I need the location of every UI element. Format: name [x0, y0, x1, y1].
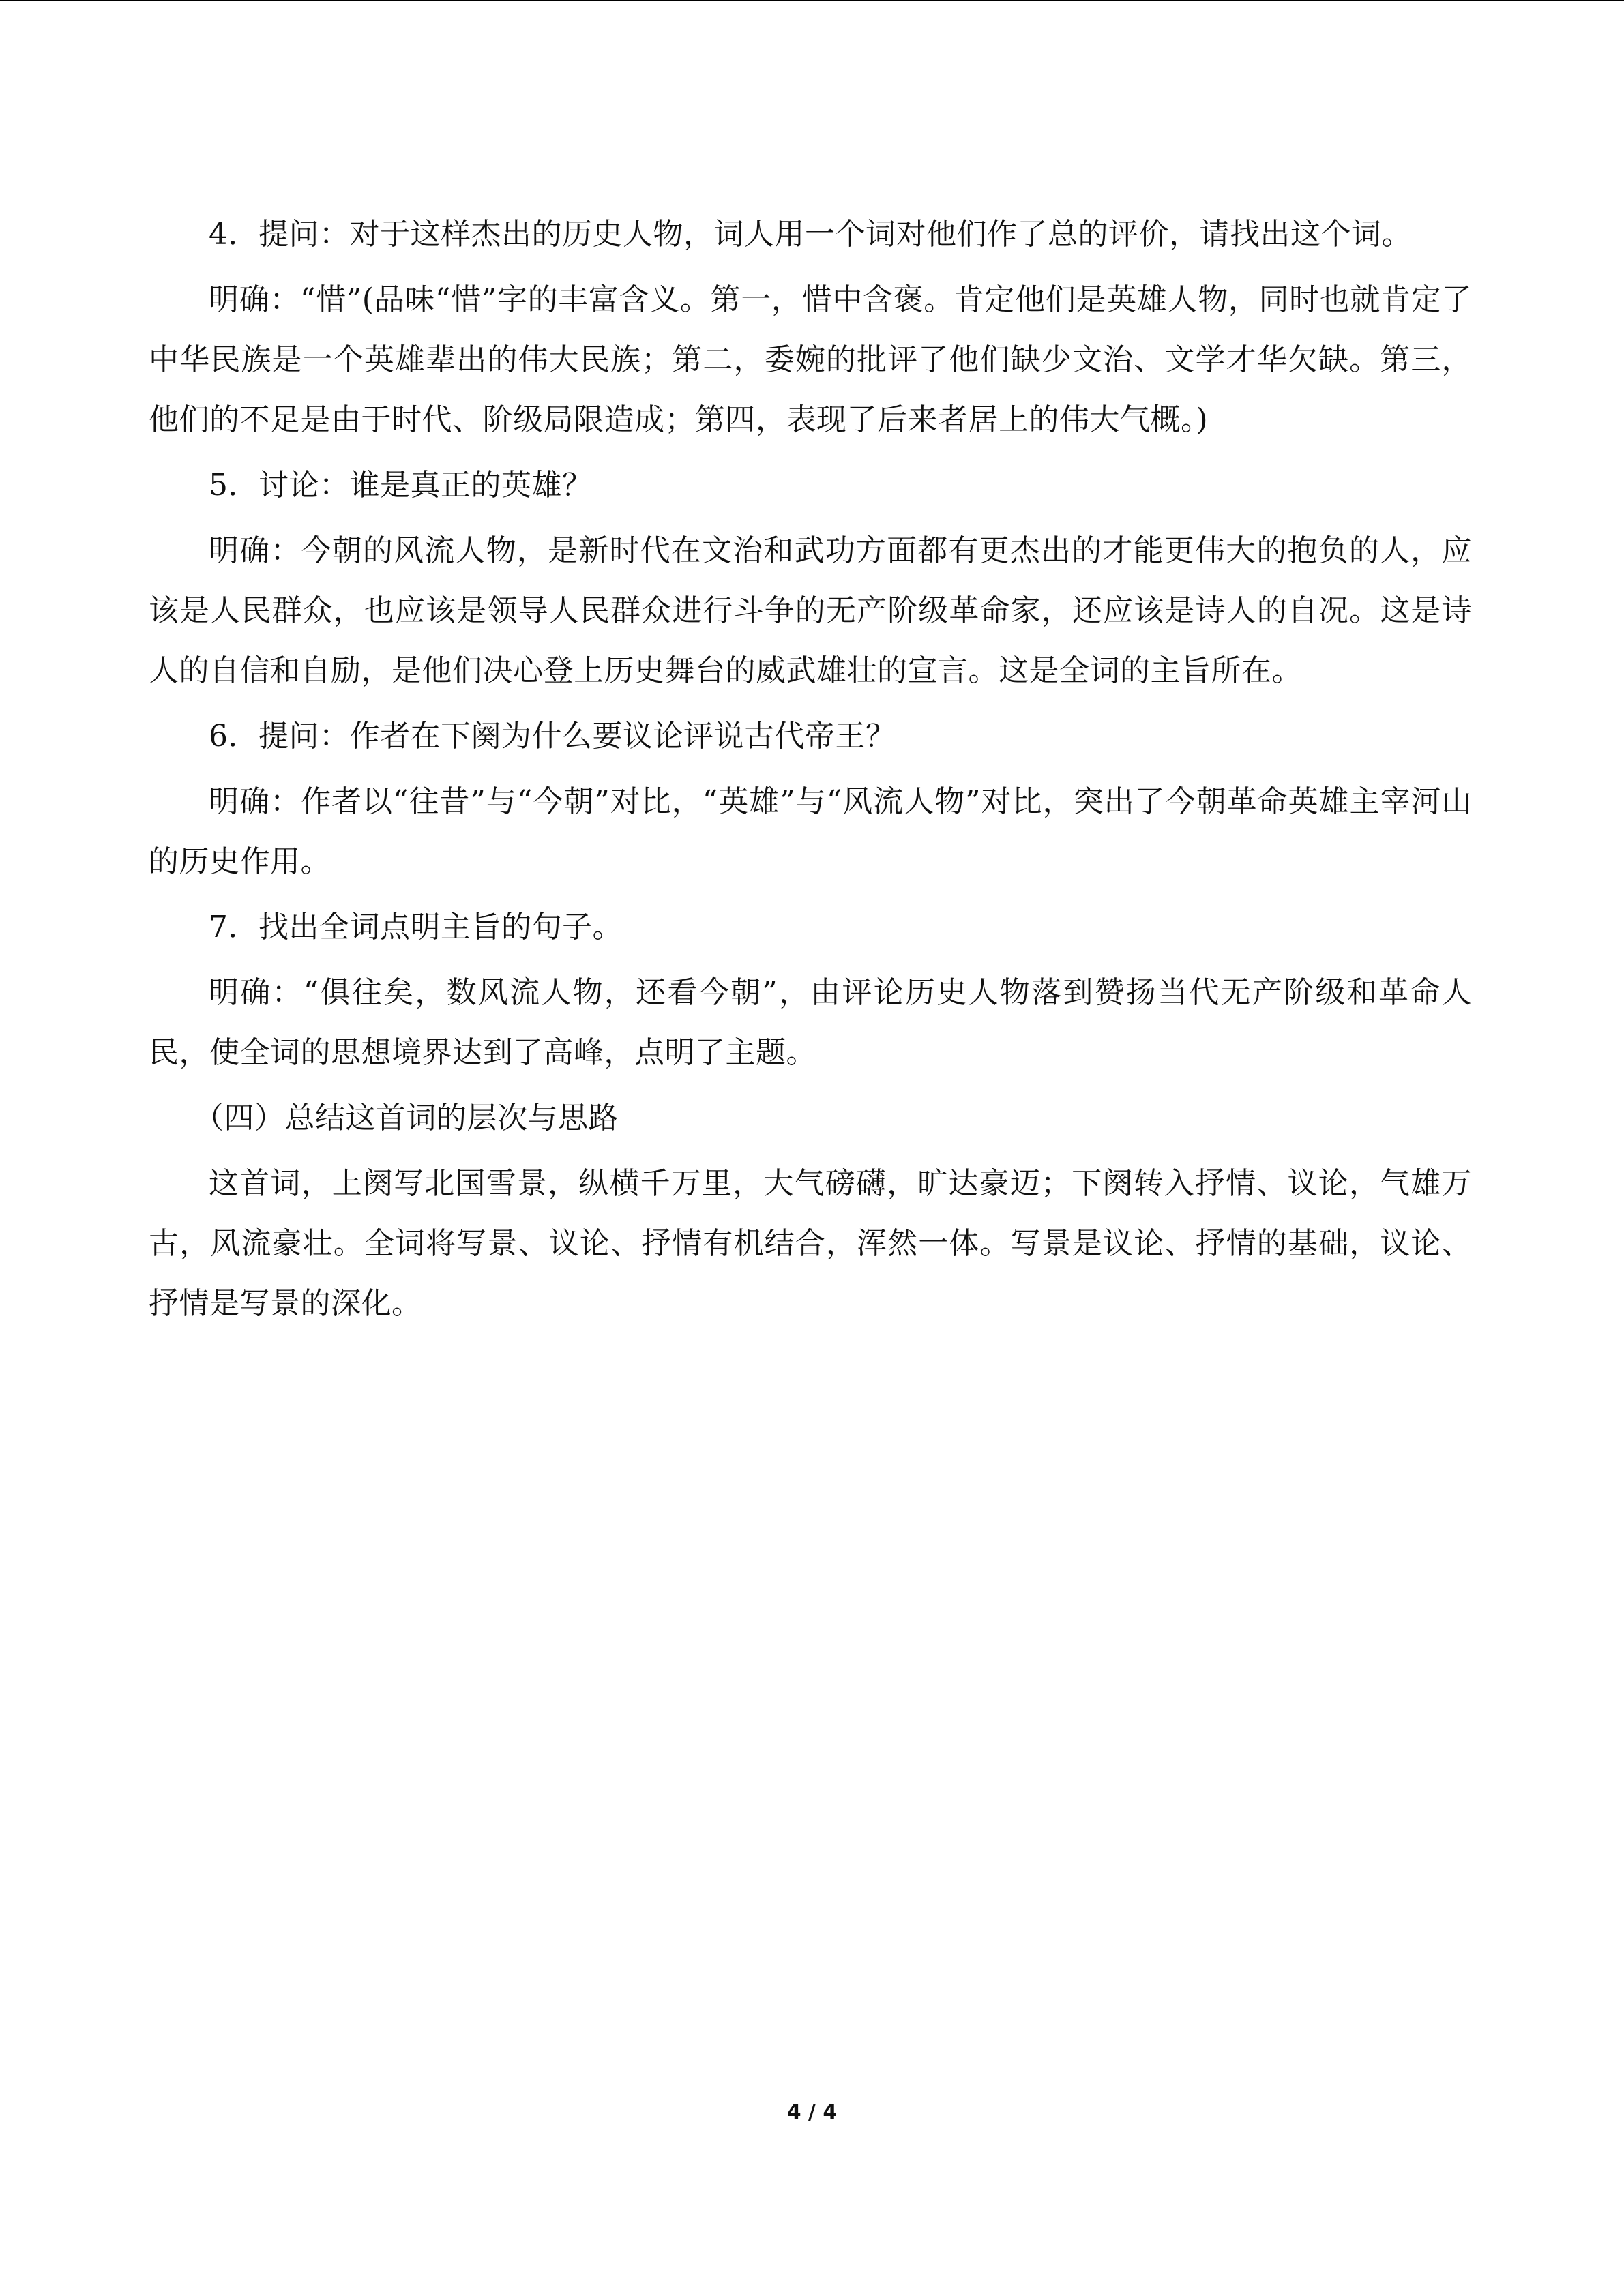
page-number: 4 / 4 — [786, 2100, 838, 2124]
top-border-line — [0, 0, 1624, 1]
question-4: 4．提问：对于这样杰出的历史人物，词人用一个词对他们作了总的评价，请找出这个词。 — [209, 217, 1412, 252]
section-heading-summary: （四）总结这首词的层次与思路 — [194, 1101, 619, 1135]
question-5: 5．讨论：谁是真正的英雄？ — [209, 468, 593, 503]
answer-7: 明确：“俱往矣，数风流人物，还看今朝”，由评论历史人物落到赞扬当代无产阶级和革命人民，使全词的思想境界达到了高峰，点明了主题。 — [149, 975, 1472, 1070]
document-body — [149, 205, 1472, 1339]
summary-paragraph: 这首词，上阕写北国雪景，纵横千万里，大气磅礴，旷达豪迈；下阕转入抒情、议论，气雄万古，风流豪壮。全词将写景、议论、抒情有机结合，浑然一体。写景是议论、抒情的基础，议论、抒情是写景的深化。 — [149, 1166, 1472, 1321]
question-7: 7．找出全词点明主旨的句子。 — [209, 910, 623, 944]
answer-6: 明确：作者以“往昔”与“今朝”对比，“英雄”与“风流人物”对比，突出了今朝革命英雄主宰河山的历史作用。 — [149, 784, 1472, 879]
answer-5: 明确：今朝的风流人物，是新时代在文治和武功方面都有更杰出的才能更伟大的抱负的人，应该是人民群众，也应该是领导人民群众进行斗争的无产阶级革命家，还应该是诗人的自况。这是诗人的自信和自励，是他们决心登上历史舞台的威武雄壮的宣言。这是全词的主旨所在。 — [149, 533, 1472, 688]
question-6: 6．提问：作者在下阕为什么要议论评说古代帝王？ — [209, 719, 896, 754]
answer-4: 明确：“惜”(品味“惜”字的丰富含义。第一，惜中含褒。肯定他们是英雄人物，同时也就肯定了中华民族是一个英雄辈出的伟大民族；第二，委婉的批评了他们缺少文治、文学才华欠缺。第三，他们的不足是由于时代、阶级局限造成；第四，表现了后来者居上的伟大气概。) — [149, 282, 1472, 437]
